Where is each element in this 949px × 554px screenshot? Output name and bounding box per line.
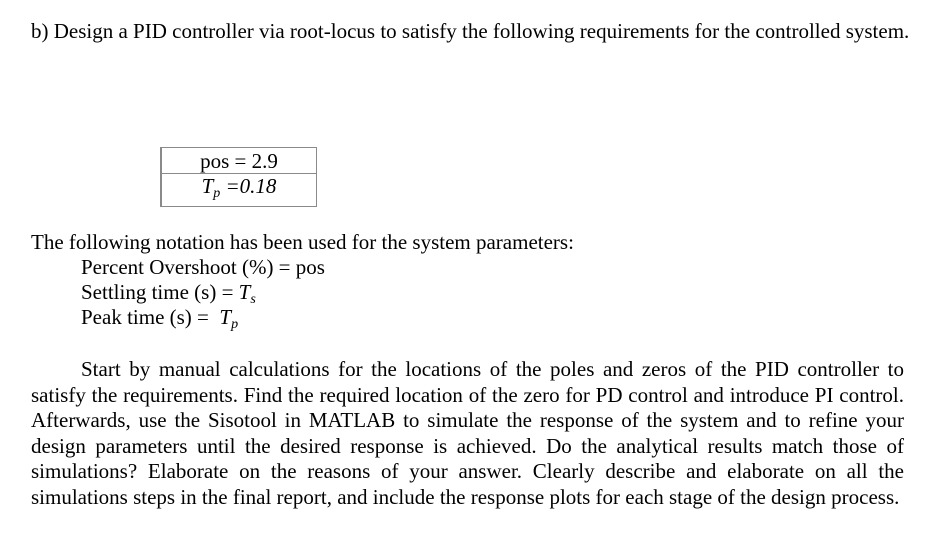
requirements-table <box>160 147 317 207</box>
requirement-operator: = <box>229 148 252 173</box>
requirement-overshoot <box>161 148 317 174</box>
instructions-paragraph: Start by manual calculations for the locations of the poles and zeros of the PID controller to satisfy the requirements. Find the required location of the zero for PD control and introduce PI control. Afterwards, use the Sisotool in MATLAB to simulate the response of the system and to refine your design parameters until the desired response is achieved. Do the analytical results match those of simulations? Elaborate on the reasons of your answer. Clearly describe and elaborate on all the simulations steps in the final report, and include the response plots for each stage of the design process. <box>31 357 904 509</box>
notation-heading: The following notation has been used for the system parameters: <box>31 230 574 254</box>
notation-item-peak-time <box>81 305 325 330</box>
table-row <box>161 174 317 207</box>
requirement-operator: = <box>220 174 240 198</box>
problem-intro: b) Design a PID controller via root-locus to satisfy the following requirements for the controlled system. <box>31 19 910 43</box>
requirement-peak-time <box>161 174 317 207</box>
notation-symbol: T <box>219 305 232 329</box>
requirement-value: 2.9 <box>251 148 278 173</box>
requirement-value: 0.18 <box>239 174 277 198</box>
notation-symbol: pos <box>295 255 325 279</box>
notation-symbol: T <box>238 280 251 304</box>
notation-subscript: p <box>231 317 239 332</box>
requirement-label: pos <box>200 148 230 173</box>
table-row <box>161 148 317 174</box>
requirement-label: T <box>201 174 214 198</box>
notation-label: Percent Overshoot (%) = <box>81 255 296 279</box>
notation-label: Settling time (s) = <box>81 280 239 304</box>
notation-item-settling-time <box>81 280 325 305</box>
requirement-subscript: p <box>213 186 221 201</box>
notation-list <box>81 255 325 330</box>
notation-item-overshoot <box>81 255 325 280</box>
notation-subscript: s <box>250 292 256 307</box>
notation-label: Peak time (s) = <box>81 305 220 329</box>
